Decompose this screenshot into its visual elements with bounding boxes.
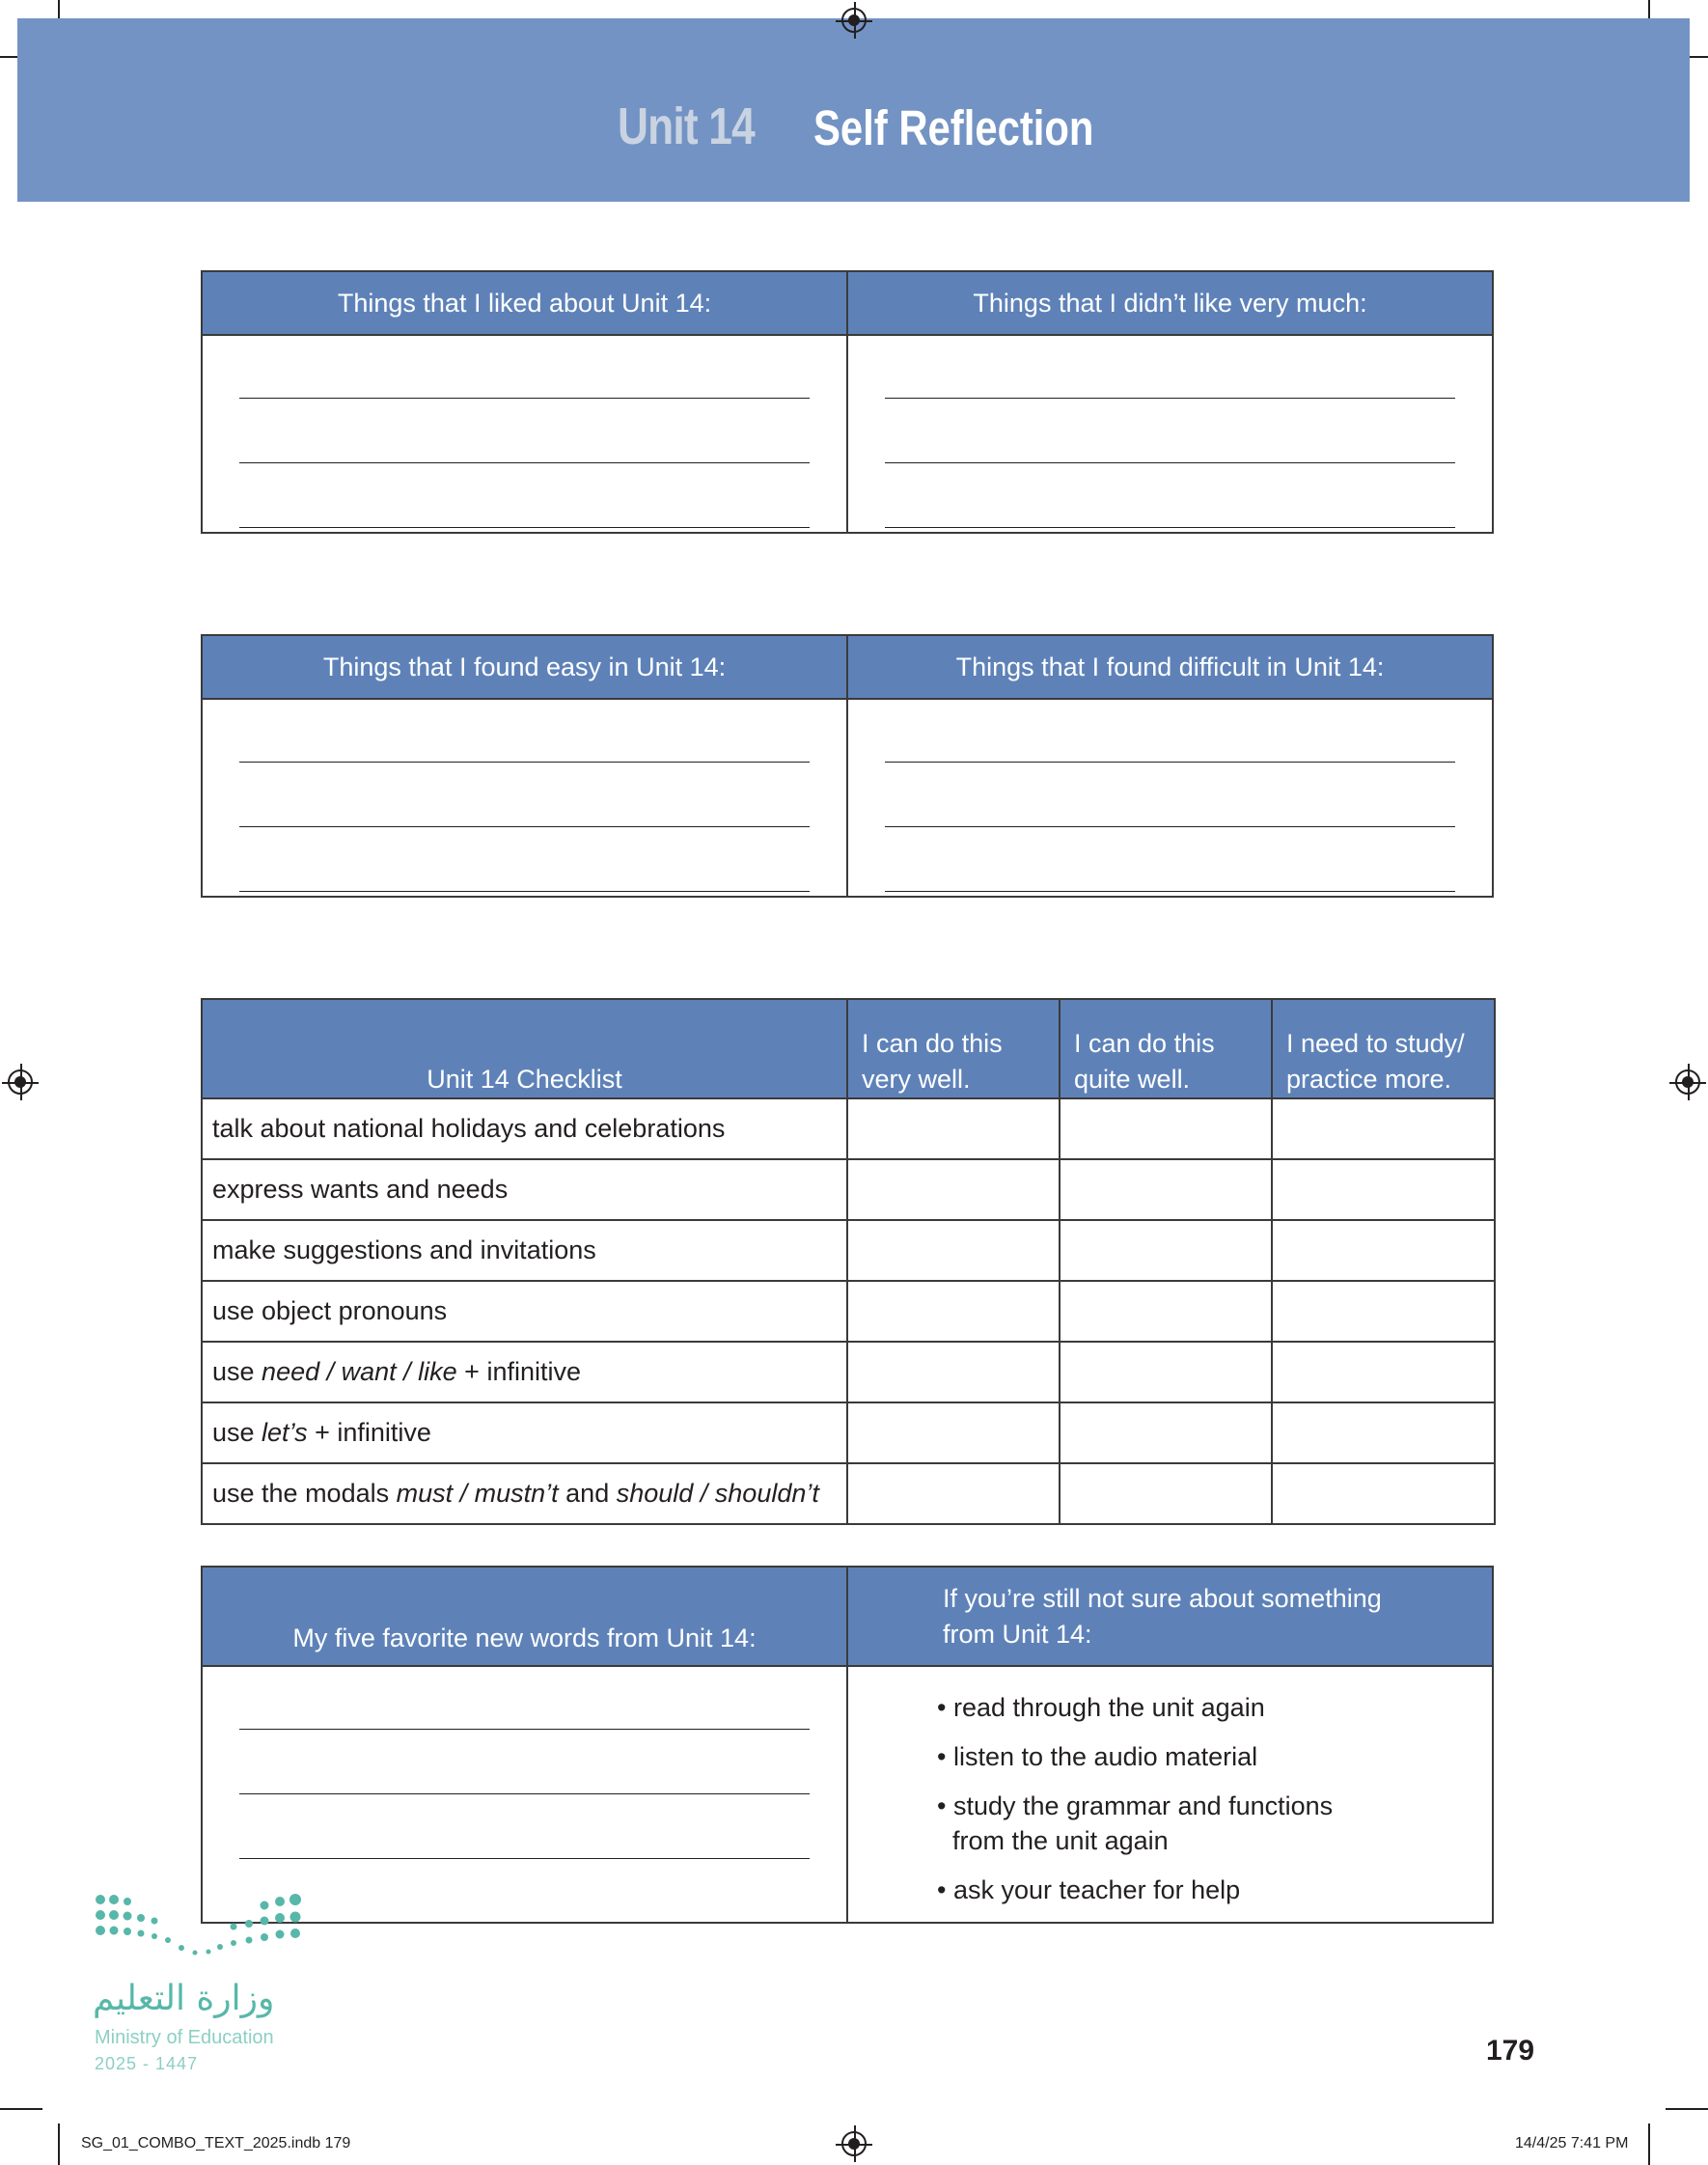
ministry-year: 2025 - 1447 xyxy=(95,2054,199,2073)
check-cell[interactable] xyxy=(1060,1220,1272,1281)
check-cell[interactable] xyxy=(847,1342,1060,1402)
favorite-words-header: My five favorite new words from Unit 14: xyxy=(202,1567,847,1666)
registration-mark-icon xyxy=(841,8,867,33)
liked-answer-area[interactable] xyxy=(202,335,847,533)
easy-difficult-table xyxy=(201,634,1494,898)
page-number: 179 xyxy=(1486,2035,1535,2067)
checklist-item: use need / want / like + infinitive xyxy=(202,1342,847,1402)
registration-mark-icon xyxy=(841,2131,867,2156)
check-cell[interactable] xyxy=(1272,1402,1495,1463)
answer-line[interactable] xyxy=(885,398,1455,399)
check-cell[interactable] xyxy=(847,1463,1060,1524)
table-row xyxy=(202,1159,1495,1220)
checklist-item: use object pronouns xyxy=(202,1281,847,1342)
check-cell[interactable] xyxy=(1060,1342,1272,1402)
check-cell[interactable] xyxy=(847,1402,1060,1463)
table-row xyxy=(202,1220,1495,1281)
checklist-item: use let’s + infinitive xyxy=(202,1402,847,1463)
answer-line[interactable] xyxy=(885,826,1455,827)
favorite-words-area[interactable] xyxy=(202,1666,847,1923)
page-title: Self Reflection xyxy=(813,100,1094,155)
check-cell[interactable] xyxy=(1272,1281,1495,1342)
check-cell[interactable] xyxy=(1272,1098,1495,1159)
easy-header: Things that I found easy in Unit 14: xyxy=(202,635,847,699)
print-slug-file: SG_01_COMBO_TEXT_2025.indb 179 xyxy=(81,2135,351,2151)
check-cell[interactable] xyxy=(1272,1342,1495,1402)
list-item: • read through the unit again xyxy=(937,1690,1492,1725)
answer-line[interactable] xyxy=(239,1858,810,1859)
table-row xyxy=(202,1342,1495,1402)
answer-line[interactable] xyxy=(885,762,1455,763)
answer-line[interactable] xyxy=(885,891,1455,892)
answer-line[interactable] xyxy=(239,762,810,763)
check-cell[interactable] xyxy=(1272,1159,1495,1220)
checklist-item: use the modals must / mustn’t and should / shouldn’t xyxy=(202,1463,847,1524)
not-sure-header: If you’re still not sure about something from Unit 14: xyxy=(847,1567,1493,1666)
ministry-name-arabic: وزارة التعليم xyxy=(93,1979,275,2018)
checklist-item: talk about national holidays and celebrations xyxy=(202,1098,847,1159)
check-cell[interactable] xyxy=(1060,1281,1272,1342)
crop-mark xyxy=(58,2123,60,2165)
check-cell[interactable] xyxy=(1060,1463,1272,1524)
crop-mark xyxy=(1666,2108,1708,2110)
table-row xyxy=(202,1098,1495,1159)
table-row xyxy=(202,1281,1495,1342)
check-cell[interactable] xyxy=(847,1098,1060,1159)
registration-mark-icon xyxy=(1675,1069,1700,1095)
answer-line[interactable] xyxy=(239,891,810,892)
answer-line[interactable] xyxy=(239,462,810,463)
unit-checklist-table xyxy=(201,998,1496,1525)
answer-line[interactable] xyxy=(239,527,810,528)
easy-answer-area[interactable] xyxy=(202,699,847,897)
check-cell[interactable] xyxy=(1272,1463,1495,1524)
tips-list xyxy=(848,1667,1492,1907)
disliked-header: Things that I didn’t like very much: xyxy=(847,271,1493,335)
favorite-words-table xyxy=(201,1566,1494,1924)
difficult-header: Things that I found difficult in Unit 14: xyxy=(847,635,1493,699)
unit-label: Unit 14 xyxy=(618,97,755,155)
liked-header: Things that I liked about Unit 14: xyxy=(202,271,847,335)
list-item: • study the grammar and functions from the unit again xyxy=(937,1789,1492,1858)
answer-line[interactable] xyxy=(239,1729,810,1730)
checklist-title: Unit 14 Checklist xyxy=(202,999,847,1098)
answer-line[interactable] xyxy=(239,826,810,827)
crop-mark xyxy=(0,2108,42,2110)
answer-line[interactable] xyxy=(239,1793,810,1794)
col-study-more-header: I need to study/ practice more. xyxy=(1272,999,1495,1098)
col-very-well-header: I can do this very well. xyxy=(847,999,1060,1098)
ministry-name-english: Ministry of Education xyxy=(95,2027,274,2048)
checklist-item: express wants and needs xyxy=(202,1159,847,1220)
check-cell[interactable] xyxy=(1272,1220,1495,1281)
checklist-item: make suggestions and invitations xyxy=(202,1220,847,1281)
col-quite-well-header: I can do this quite well. xyxy=(1060,999,1272,1098)
print-slug-date: 14/4/25 7:41 PM xyxy=(1515,2135,1629,2151)
answer-line[interactable] xyxy=(239,398,810,399)
ministry-logo-icon xyxy=(93,1892,305,1967)
check-cell[interactable] xyxy=(1060,1098,1272,1159)
liked-disliked-table xyxy=(201,270,1494,534)
list-item: • ask your teacher for help xyxy=(937,1873,1492,1907)
answer-line[interactable] xyxy=(885,527,1455,528)
table-row xyxy=(202,1402,1495,1463)
table-row xyxy=(202,1463,1495,1524)
registration-mark-icon xyxy=(8,1069,33,1095)
difficult-answer-area[interactable] xyxy=(847,699,1493,897)
crop-mark xyxy=(1648,2123,1650,2165)
tips-area xyxy=(847,1666,1493,1923)
check-cell[interactable] xyxy=(847,1159,1060,1220)
check-cell[interactable] xyxy=(1060,1402,1272,1463)
list-item: • listen to the audio material xyxy=(937,1739,1492,1774)
check-cell[interactable] xyxy=(1060,1159,1272,1220)
answer-line[interactable] xyxy=(885,462,1455,463)
check-cell[interactable] xyxy=(847,1220,1060,1281)
disliked-answer-area[interactable] xyxy=(847,335,1493,533)
check-cell[interactable] xyxy=(847,1281,1060,1342)
